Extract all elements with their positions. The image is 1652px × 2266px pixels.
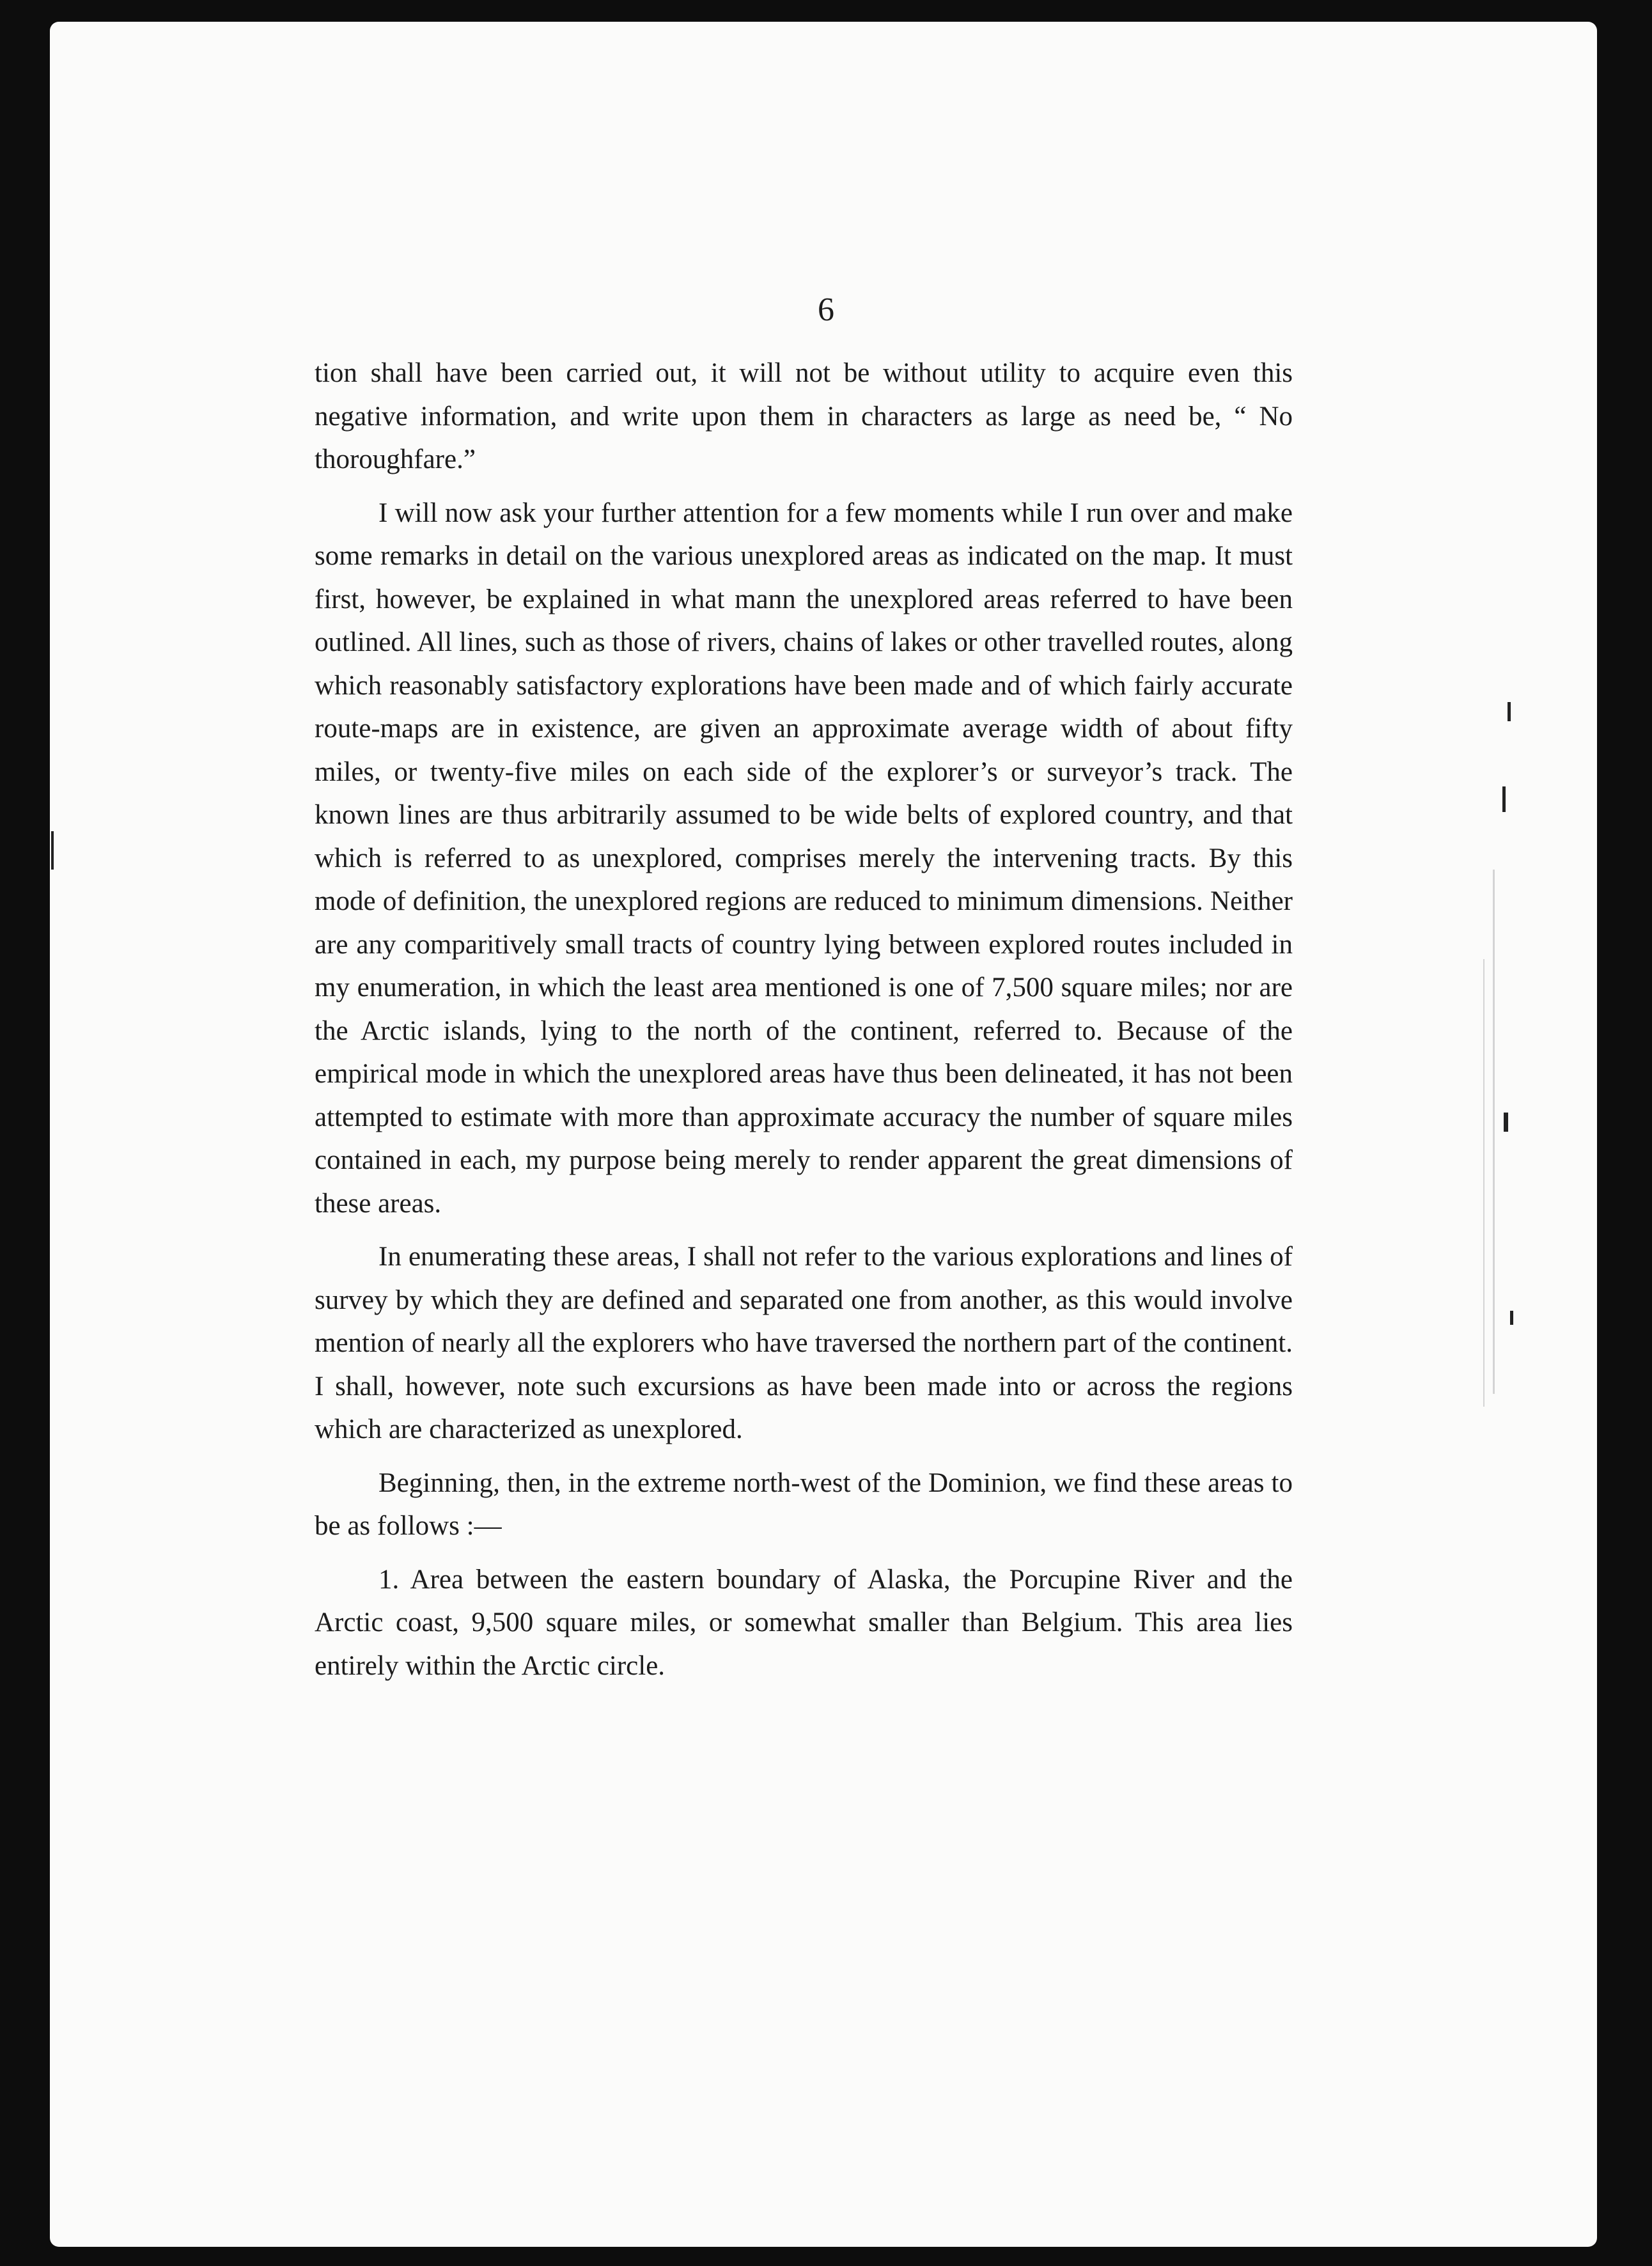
margin-mark <box>1504 1113 1508 1132</box>
body-text <box>315 352 1293 1687</box>
paragraph: In enumerating these areas, I shall not refer to the various explorations and lines of survey by which they are defined and separated one from another, as this would involve mention of nearly all the explorers who have traversed the northern part of the continent. I shall, however, note such excursions as have been made into or across the regions which are characterized as unexplored. <box>315 1242 1293 1444</box>
paragraph: 1. Area between the eastern boundary of Alaska, the Porcupine River and the Arctic coast, 9,500 square miles, or somewhat smaller than Belgium. This area lies entirely within the Arctic circle. <box>315 1564 1293 1681</box>
margin-mark <box>1510 1311 1513 1325</box>
margin-shadow <box>1483 959 1484 1407</box>
paragraph: tion shall have been carried out, it will not be without utility to acquire even this negative information, and write upon them in characters as large as need be, “ No thoroughfare.” <box>315 358 1293 474</box>
margin-shadow <box>1493 870 1495 1394</box>
page-number: 6 <box>818 292 834 328</box>
margin-mark <box>51 831 54 870</box>
paragraph: I will now ask your further attention for a few moments while I run over and make some remarks in detail on the various unexplored areas as indicated on the map. It must first, however, be explained in what mann the unexplored areas referred to have been outlined. All lines, such as those of rivers, chains of lakes or other travelled routes, along which reasonably satisfactory explorations have been made and of which fairly accurate route-maps are in existence, are given an approximate average width of about fifty miles, or twenty-five miles on each side of the explorer’s or surveyor’s track. The known lines are thus arbitrarily assumed to be wide belts of explored country, and that which is referred to as unexplored, comprises merely the intervening tracts. By this mode of definition, the unexplored regions are reduced to minimum dimensions. Neither are any comparitively small tracts of country lying between explored routes included in my enumeration, in which the least area mentioned is one of 7,500 square miles; nor are the Arctic islands, lying to the north of the continent, referred to. Because of the empirical mode in which the unexplored areas have thus been delineated, it has not been attempted to estimate with more than approximate accuracy the number of square miles contained in each, my purpose being merely to render apparent the great dimensions of these areas. <box>315 497 1293 1219</box>
margin-mark <box>1502 786 1506 812</box>
paragraph: Beginning, then, in the extreme north-west of the Dominion, we find these areas to be as follows :— <box>315 1467 1293 1541</box>
margin-mark <box>1508 702 1511 721</box>
